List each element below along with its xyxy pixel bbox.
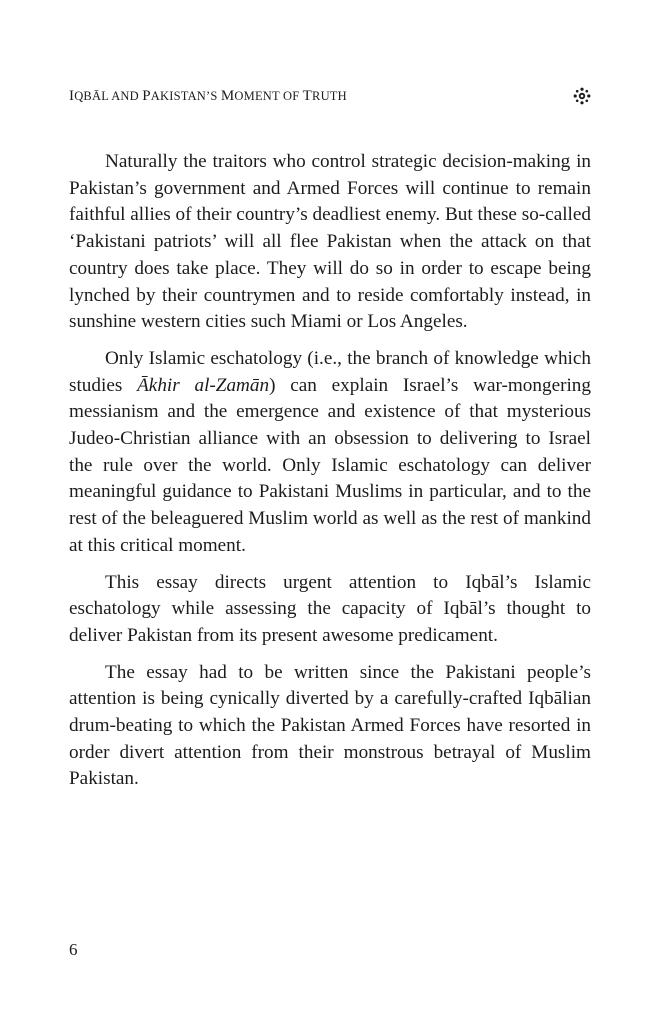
italic-term: Ākhir al-Zamān <box>137 374 270 396</box>
running-head-initial: T <box>302 88 313 104</box>
running-head-smallcaps: QBĀL AND <box>74 89 143 103</box>
running-head-initial: I <box>69 88 75 104</box>
running-head-initial: P <box>142 88 151 104</box>
page-number: 6 <box>69 940 78 959</box>
paragraph-text: Only Islamic eschatology (i.e., the branch of knowledge which studies <box>69 347 591 396</box>
running-head-smallcaps: AKISTAN’S <box>150 89 221 103</box>
running-head-smallcaps: RUTH <box>312 89 347 103</box>
paragraph: This essay directs urgent attention to Iqbāl’s Islamic eschatology while assessing the capacity of Iqbāl’s thought to deliver Pakistan from its present awesome predicament. <box>69 571 591 646</box>
running-head-initial: M <box>220 88 235 104</box>
rosette-ornament-icon <box>573 87 591 105</box>
paragraph: Naturally the traitors who control strategic decision-making in Pakistan’s government and Armed Forces will continue to remain faithful allies of their country’s deadliest enemy. But these so-called ‘Pakistani patriots’ will all flee Pakistan when the attack on that country does take place. They will do so in order to escape being lynched by their countrymen and to reside comfortably instead, in sunshine western cities such Miami or Los Angeles. <box>69 151 591 333</box>
running-head-smallcaps: OMENT OF <box>234 89 303 103</box>
paragraph-text: ) can explain Israel’s war-mongering messianism and the emergence and existence of that mysterious Judeo-Christian alliance with an obsession to delivering to Israel the rule over the world. Only Islamic eschatology can deliver meaningful guidance to Pakistani Muslims in particular, and to the rest of the beleaguered Muslim world as well as the rest of mankind at this critical moment. <box>69 374 591 556</box>
paragraph <box>69 346 591 560</box>
paragraph: The essay had to be written since the Pakistani people’s attention is being cynically diverted by a carefully-crafted Iqbālian drum-beating to which the Pakistan Armed Forces have resorted in order divert attention from their monstrous betrayal of Muslim Pakistan. <box>69 661 591 790</box>
running-head <box>69 88 347 105</box>
body-text <box>69 149 591 803</box>
